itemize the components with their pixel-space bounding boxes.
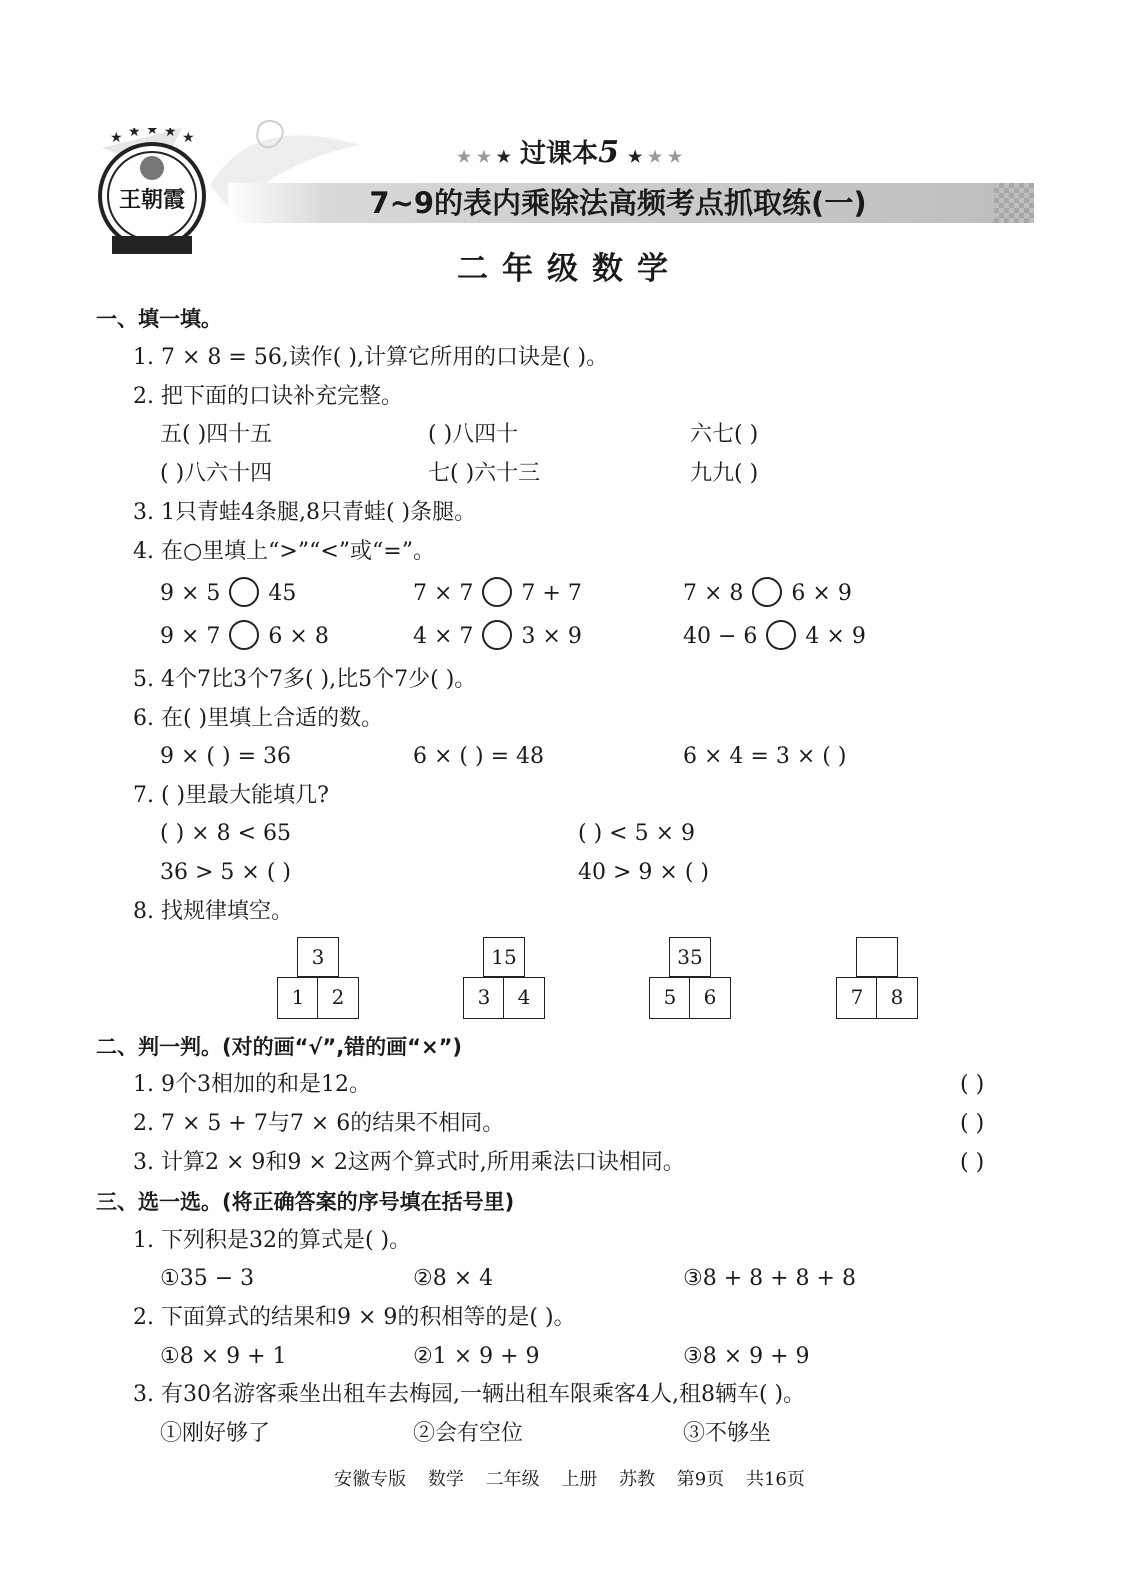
- question-text: 3. 1只青蛙4条腿,8只青蛙( )条腿。: [133, 500, 477, 525]
- lesson-badge: [0, 133, 1139, 170]
- footer-item: 第9页: [676, 1469, 725, 1490]
- pattern-box: 2: [317, 977, 359, 1019]
- compare-item: 9 × 5 45: [160, 580, 296, 608]
- answer-blank[interactable]: 6 × ( ) = 48: [413, 744, 544, 769]
- question-text: 8. 找规律填空。: [133, 899, 293, 924]
- judge-item: 1. 9个3相加的和是12。: [133, 1072, 371, 1097]
- answer-blank[interactable]: 六七( ): [690, 422, 759, 447]
- pattern-box: 1: [277, 977, 319, 1019]
- pattern-box: 3: [463, 977, 505, 1019]
- pattern-box: 6: [689, 977, 731, 1019]
- section-heading: 三、选一选。(将正确答案的序号填在括号里): [96, 1190, 515, 1214]
- answer-blank[interactable]: 36 > 5 × ( ): [160, 860, 291, 885]
- answer-blank[interactable]: ( ) × 8 < 65: [160, 821, 291, 846]
- compare-circle[interactable]: [229, 620, 259, 650]
- footer-item: 共16页: [745, 1469, 805, 1490]
- page-footer: [0, 1465, 1139, 1491]
- compare-item: 40 − 6 4 × 9: [683, 623, 866, 651]
- section-heading: 二、判一判。(对的画“√”,错的画“×”): [96, 1035, 462, 1059]
- option[interactable]: ②1 × 9 + 9: [413, 1344, 540, 1369]
- footer-item: 二年级: [485, 1469, 540, 1490]
- judge-item: 2. 7 × 5 + 7与7 × 6的结果不相同。: [133, 1111, 505, 1136]
- answer-blank[interactable]: ( ) < 5 × 9: [578, 821, 695, 846]
- compare-circle[interactable]: [482, 620, 512, 650]
- question-text: 1. 下列积是32的算式是( )。: [133, 1228, 412, 1253]
- question-text: 2. 下面算式的结果和9 × 9的积相等的是( )。: [133, 1305, 576, 1330]
- answer-blank[interactable]: 6 × 4 = 3 × ( ): [683, 744, 847, 769]
- compare-item: 7 × 7 7 + 7: [413, 580, 582, 608]
- logo-text: 王朝霞: [118, 187, 185, 213]
- section-heading: 一、填一填。: [96, 307, 222, 331]
- judge-item: 3. 计算2 × 9和9 × 2这两个算式时,所用乘法口诀相同。: [133, 1150, 685, 1175]
- question-text: 5. 4个7比3个7多( ),比5个7少( )。: [133, 667, 477, 692]
- badge-text: 过课本: [520, 139, 599, 169]
- option[interactable]: ①35 − 3: [160, 1266, 255, 1291]
- footer-item: 数学: [427, 1469, 464, 1490]
- pattern-box: 4: [503, 977, 545, 1019]
- svg-text:★: ★: [110, 130, 123, 146]
- page-subtitle: 二年级数学: [457, 251, 682, 287]
- option[interactable]: ①8 × 9 + 1: [160, 1344, 287, 1369]
- pattern-box-top: 35: [669, 937, 711, 977]
- compare-item: 4 × 7 3 × 9: [413, 623, 582, 651]
- pattern-box-blank[interactable]: [856, 937, 898, 977]
- star-icon: ★ ★: [642, 147, 683, 166]
- answer-paren[interactable]: ( ): [960, 1150, 985, 1175]
- answer-blank[interactable]: 七( )六十三: [428, 461, 541, 486]
- question-text: 1. 7 × 8 = 56,读作( ),计算它所用的口诀是( )。: [133, 345, 609, 370]
- question-text: 4. 在○里填上“>”“<”或“=”。: [133, 539, 435, 564]
- option[interactable]: ②会有空位: [413, 1421, 524, 1446]
- compare-circle[interactable]: [229, 577, 259, 607]
- pattern-box: 8: [876, 977, 918, 1019]
- compare-circle[interactable]: [766, 620, 796, 650]
- answer-blank[interactable]: 9 × ( ) = 36: [160, 744, 291, 769]
- footer-item: 安徽专版: [334, 1469, 407, 1490]
- svg-text:★: ★: [164, 128, 177, 140]
- answer-blank[interactable]: 40 > 9 × ( ): [578, 860, 709, 885]
- compare-item: 9 × 7 6 × 8: [160, 623, 329, 651]
- answer-paren[interactable]: ( ): [960, 1111, 985, 1136]
- page-title: 7~9的表内乘除法高频考点抓取练(一): [369, 186, 867, 220]
- compare-item: 7 × 8 6 × 9: [683, 580, 852, 608]
- question-text: 2. 把下面的口诀补充完整。: [133, 384, 403, 409]
- star-icon: ★: [496, 147, 511, 166]
- svg-text:★: ★: [146, 128, 159, 138]
- answer-blank[interactable]: 五( )四十五: [160, 422, 273, 447]
- answer-blank[interactable]: 九九( ): [690, 461, 759, 486]
- pattern-box: 5: [649, 977, 691, 1019]
- star-icon: ★ ★: [456, 147, 497, 166]
- pattern-box-top: 3: [297, 937, 339, 977]
- pattern-box: 7: [836, 977, 878, 1019]
- question-text: 3. 有30名游客乘坐出租车去梅园,一辆出租车限乘客4人,租8辆车( )。: [133, 1382, 806, 1407]
- badge-number: 5: [598, 135, 619, 170]
- option[interactable]: ②8 × 4: [413, 1266, 494, 1291]
- option[interactable]: ③8 × 9 + 9: [683, 1344, 810, 1369]
- option[interactable]: ①刚好够了: [160, 1421, 271, 1446]
- answer-paren[interactable]: ( ): [960, 1072, 985, 1097]
- svg-text:★: ★: [128, 128, 141, 140]
- compare-circle[interactable]: [482, 577, 512, 607]
- answer-blank[interactable]: ( )八四十: [428, 422, 519, 447]
- footer-item: 苏教: [619, 1469, 656, 1490]
- question-text: 7. ( )里最大能填几?: [133, 783, 329, 808]
- star-icon: ★: [628, 147, 643, 166]
- pattern-box-top: 15: [483, 937, 525, 977]
- option[interactable]: ③不够坐: [683, 1421, 772, 1446]
- answer-blank[interactable]: ( )八六十四: [160, 461, 273, 486]
- footer-item: 上册: [561, 1469, 598, 1490]
- compare-circle[interactable]: [752, 577, 782, 607]
- question-text: 6. 在( )里填上合适的数。: [133, 706, 384, 731]
- svg-text:★: ★: [182, 130, 195, 146]
- option[interactable]: ③8 + 8 + 8 + 8: [683, 1266, 856, 1291]
